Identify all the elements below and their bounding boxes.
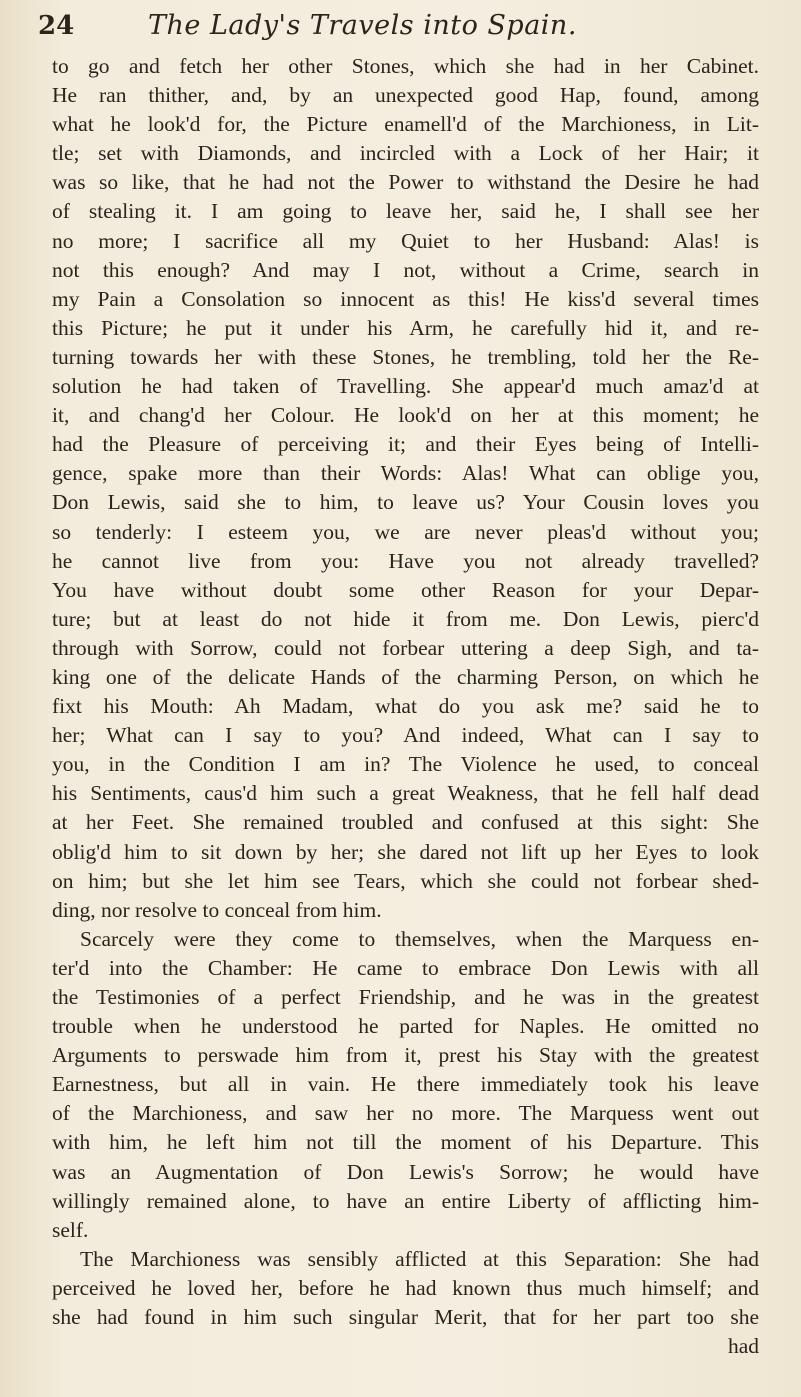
body-text [52, 52, 759, 1361]
text-line: king one of the delicate Hands of the charming Person, on which he [52, 664, 759, 689]
text-line: was so like, that he had not the Power to withstand the Desire he had [52, 170, 759, 195]
text-line: what he look'd for, the Picture enamell'd of the Marchioness, in Lit- [52, 112, 759, 137]
text-line: trouble when he understood he parted for Naples. He omitted no [52, 1014, 759, 1039]
text-line: with him, he left him not till the moment of his Departure. This [52, 1130, 759, 1155]
text-line: of stealing it. I am going to leave her, said he, I shall see her [52, 199, 759, 224]
text-line: The Marchioness was sensibly afflicted at this Separation: She had [80, 1246, 759, 1271]
text-line: so tenderly: I esteem you, we are never pleas'd without you; [52, 519, 759, 544]
text-line: He ran thither, and, by an unexpected good Hap, found, among [52, 83, 759, 108]
text-line: solution he had taken of Travelling. She appear'd much amaz'd at [52, 374, 759, 399]
text-line: through with Sorrow, could not forbear uttering a deep Sigh, and ta- [52, 635, 759, 660]
text-line: had the Pleasure of perceiving it; and their Eyes being of Intelli- [52, 432, 759, 457]
text-line: you, in the Condition I am in? The Violence he used, to conceal [52, 752, 759, 777]
text-line: tle; set with Diamonds, and incircled with a Lock of her Hair; it [52, 141, 759, 166]
text-line: to go and fetch her other Stones, which she had in her Cabinet. [52, 54, 759, 78]
text-line: self. [52, 1217, 89, 1242]
text-line: had [727, 1334, 759, 1359]
text-line: Don Lewis, said she to him, to leave us? Your Cousin loves you [52, 490, 759, 515]
text-line: the Testimonies of a perfect Friendship, and he was in the greatest [52, 985, 759, 1009]
text-line: Earnestness, but all in vain. He there immediately took his leave [52, 1072, 759, 1097]
text-line: no more; I sacrifice all my Quiet to her Husband: Alas! is [52, 228, 759, 253]
page-header [38, 10, 759, 50]
text-line: on him; but she let him see Tears, which she could not forbear shed- [52, 868, 759, 893]
text-line: at her Feet. She remained troubled and confused at this sight: She [52, 810, 759, 835]
text-line: his Sentiments, caus'd him such a great Weakness, that he fell half dead [52, 781, 759, 806]
page-number: 24 [38, 11, 75, 41]
text-line: this Picture; he put it under his Arm, he carefully hid it, and re- [52, 315, 759, 340]
text-line: he cannot live from you: Have you not already travelled? [52, 548, 759, 573]
text-line: was an Augmentation of Don Lewis's Sorrow; he would have [52, 1159, 759, 1184]
text-line: Scarcely were they come to themselves, when the Marquess en- [80, 926, 759, 951]
text-line: fixt his Mouth: Ah Madam, what do you ask me? said he to [52, 694, 759, 719]
text-line: of the Marchioness, and saw her no more. The Marquess went out [52, 1101, 759, 1126]
text-line: willingly remained alone, to have an entire Liberty of afflicting him- [52, 1188, 759, 1213]
text-line: ding, nor resolve to conceal from him. [52, 897, 382, 922]
text-line: ter'd into the Chamber: He came to embrace Don Lewis with all [52, 955, 759, 980]
text-line: You have without doubt some other Reason for your Depar- [52, 577, 759, 602]
text-line: she had found in him such singular Merit, that for her part too she [52, 1305, 759, 1330]
text-line: my Pain a Consolation so innocent as this! He kiss'd several times [52, 286, 759, 311]
text-line: it, and chang'd her Colour. He look'd on her at this moment; he [52, 403, 759, 428]
text-line: not this enough? And may I not, without a Crime, search in [52, 257, 759, 282]
running-title: The Lady's Travels into Spain. [148, 10, 577, 41]
text-line: perceived he loved her, before he had known thus much himself; and [52, 1275, 759, 1300]
text-line: turning towards her with these Stones, he trembling, told her the Re- [52, 344, 759, 369]
text-line: her; What can I say to you? And indeed, What can I say to [52, 723, 759, 748]
text-line: ture; but at least do not hide it from me. Don Lewis, pierc'd [52, 606, 759, 631]
text-line: gence, spake more than their Words: Alas! What can oblige you, [52, 461, 759, 486]
text-line: oblig'd him to sit down by her; she dared not lift up her Eyes to look [52, 839, 759, 864]
text-line: Arguments to perswade him from it, prest his Stay with the greatest [52, 1043, 759, 1068]
